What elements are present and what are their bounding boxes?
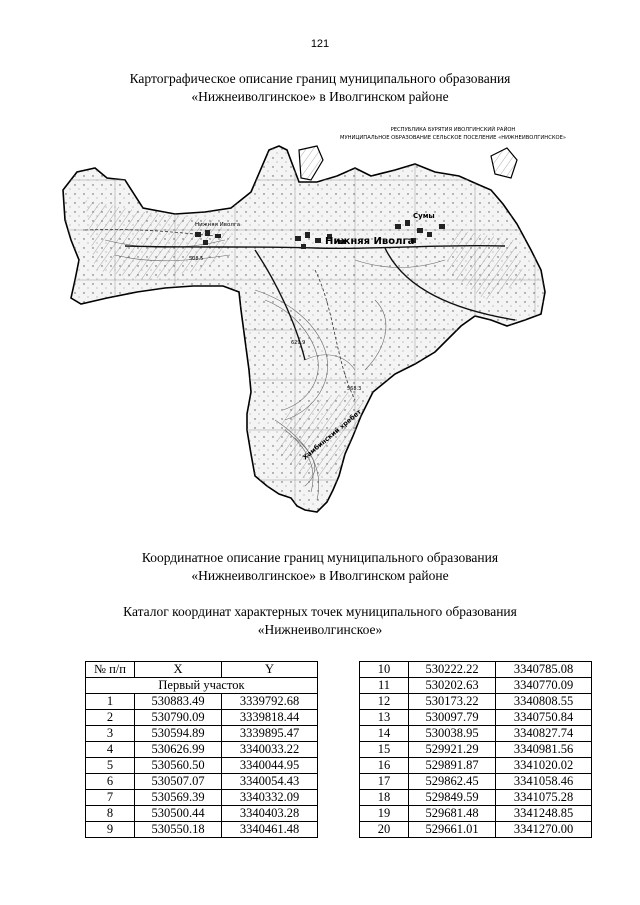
x-cell: 530097.79	[409, 710, 496, 726]
table-row	[360, 694, 592, 710]
table-row	[86, 790, 318, 806]
point-number-cell: 11	[360, 678, 409, 694]
coord-heading-line1: Координатное описание границ муниципального образования	[141, 550, 499, 565]
x-cell: 529862.45	[409, 774, 496, 790]
table-row	[360, 678, 592, 694]
point-number-cell: 14	[360, 726, 409, 742]
point-number-cell: 6	[86, 774, 135, 790]
catalog-heading-line1: Каталог координат характерных точек муниципального образования	[123, 604, 517, 619]
map-caption-line1: РЕСПУБЛИКА БУРЯТИЯ ИВОЛГИНСКИЙ РАЙОН	[390, 127, 516, 133]
height-label-1: 508.5	[189, 256, 204, 262]
table-row	[360, 758, 592, 774]
y-cell: 3340770.09	[496, 678, 592, 694]
table-row	[86, 806, 318, 822]
x-cell: 530507.07	[135, 774, 222, 790]
x-cell: 530038.95	[409, 726, 496, 742]
y-cell: 3340054.43	[222, 774, 318, 790]
header-x: X	[135, 662, 222, 678]
map-heading	[0, 70, 640, 106]
page-number: 121	[310, 38, 330, 50]
map-caption-line2: МУНИЦИПАЛЬНОЕ ОБРАЗОВАНИЕ СЕЛЬСКОЕ ПОСЕЛЕНИЕ «НИЖНЕИВОЛГИНСКОЕ»	[339, 135, 567, 141]
catalog-heading-line2: «Нижнеиволгинское»	[257, 622, 383, 637]
map-heading-line1: Картографическое описание границ муниципального образования	[129, 71, 511, 86]
x-cell: 530202.63	[409, 678, 496, 694]
coordinates-table-left	[85, 661, 318, 838]
table-row	[360, 710, 592, 726]
section-label: Первый участок	[86, 678, 318, 694]
table-row	[360, 806, 592, 822]
x-cell: 529681.48	[409, 806, 496, 822]
point-number-cell: 18	[360, 790, 409, 806]
map-heading-line2: «Нижнеиволгинское» в Иволгинском районе	[191, 89, 449, 104]
point-number-cell: 12	[360, 694, 409, 710]
header-y: Y	[222, 662, 318, 678]
point-number-cell: 3	[86, 726, 135, 742]
catalog-heading	[0, 603, 640, 639]
y-cell: 3340981.56	[496, 742, 592, 758]
x-cell: 530569.39	[135, 790, 222, 806]
y-cell: 3340461.48	[222, 822, 318, 838]
y-cell: 3339792.68	[222, 694, 318, 710]
point-number-cell: 8	[86, 806, 135, 822]
header-number: № п/п	[86, 662, 135, 678]
x-cell: 530222.22	[409, 662, 496, 678]
y-cell: 3340403.28	[222, 806, 318, 822]
x-cell: 530626.99	[135, 742, 222, 758]
table-row	[86, 774, 318, 790]
table-row	[86, 726, 318, 742]
point-number-cell: 20	[360, 822, 409, 838]
x-cell: 530883.49	[135, 694, 222, 710]
table-row	[360, 774, 592, 790]
table-row	[86, 742, 318, 758]
coord-heading-line2: «Нижнеиволгинское» в Иволгинском районе	[191, 568, 449, 583]
table-header-row	[86, 662, 318, 678]
x-cell: 530500.44	[135, 806, 222, 822]
point-number-cell: 19	[360, 806, 409, 822]
x-cell: 529849.59	[409, 790, 496, 806]
y-cell: 3341270.00	[496, 822, 592, 838]
y-cell: 3341248.85	[496, 806, 592, 822]
table-row	[86, 710, 318, 726]
x-cell: 530790.09	[135, 710, 222, 726]
section-row	[86, 678, 318, 694]
boundary-map	[55, 120, 575, 530]
y-cell: 3341075.28	[496, 790, 592, 806]
height-label-3: 568.3	[347, 386, 362, 392]
y-cell: 3340033.22	[222, 742, 318, 758]
x-cell: 530560.50	[135, 758, 222, 774]
point-number-cell: 2	[86, 710, 135, 726]
point-number-cell: 17	[360, 774, 409, 790]
table-row	[360, 790, 592, 806]
y-cell: 3340827.74	[496, 726, 592, 742]
y-cell: 3340750.84	[496, 710, 592, 726]
point-number-cell: 7	[86, 790, 135, 806]
village-label-main: Нижняя Иволга	[325, 236, 415, 247]
table-row	[86, 694, 318, 710]
height-label-2: 629.9	[291, 340, 306, 346]
y-cell: 3339895.47	[222, 726, 318, 742]
point-number-cell: 10	[360, 662, 409, 678]
y-cell: 3340808.55	[496, 694, 592, 710]
y-cell: 3341020.02	[496, 758, 592, 774]
coord-heading	[0, 549, 640, 585]
y-cell: 3340785.08	[496, 662, 592, 678]
table-row	[360, 726, 592, 742]
point-number-cell: 5	[86, 758, 135, 774]
table-row	[86, 822, 318, 838]
x-cell: 530550.18	[135, 822, 222, 838]
point-number-cell: 13	[360, 710, 409, 726]
y-cell: 3340044.95	[222, 758, 318, 774]
y-cell: 3340332.09	[222, 790, 318, 806]
point-number-cell: 1	[86, 694, 135, 710]
table-row	[360, 662, 592, 678]
table-row	[86, 758, 318, 774]
y-cell: 3339818.44	[222, 710, 318, 726]
y-cell: 3341058.46	[496, 774, 592, 790]
x-cell: 529661.01	[409, 822, 496, 838]
x-cell: 529921.29	[409, 742, 496, 758]
point-number-cell: 4	[86, 742, 135, 758]
territory-shape	[55, 120, 575, 530]
x-cell: 529891.87	[409, 758, 496, 774]
ridge-label: Хамбинский хребет	[301, 407, 363, 462]
table-row	[360, 822, 592, 838]
village-label-sumy: Сумы	[413, 212, 435, 220]
point-number-cell: 16	[360, 758, 409, 774]
x-cell: 530173.22	[409, 694, 496, 710]
village-label-small: Нижняя Иволга	[195, 222, 241, 228]
point-number-cell: 15	[360, 742, 409, 758]
table-row	[360, 742, 592, 758]
coordinates-table-right	[359, 661, 592, 838]
point-number-cell: 9	[86, 822, 135, 838]
x-cell: 530594.89	[135, 726, 222, 742]
